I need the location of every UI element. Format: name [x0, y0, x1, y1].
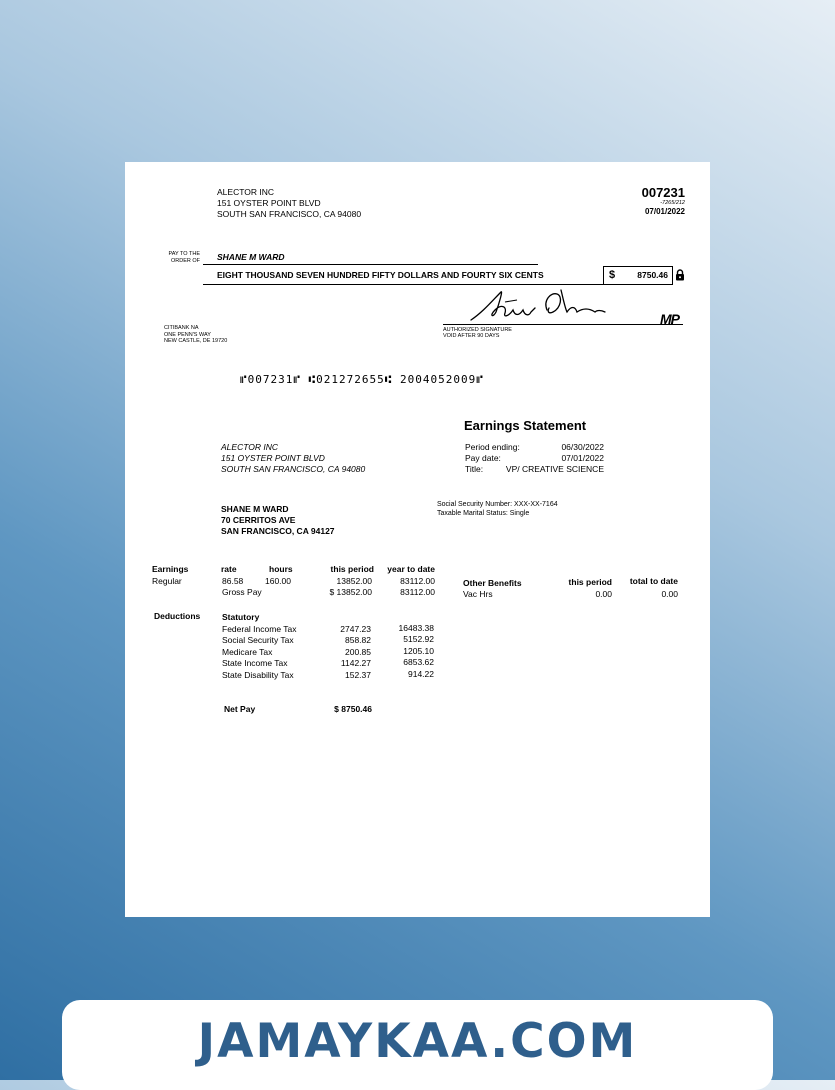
- deduction-this-period: 152.37: [345, 670, 371, 680]
- statement-company-address-1: 151 OYSTER POINT BLVD: [221, 453, 325, 463]
- brand-banner: [62, 1000, 773, 1090]
- payee-line: [203, 264, 538, 265]
- mp-logo: MP: [660, 311, 679, 327]
- benefit-label: Vac Hrs: [463, 589, 493, 599]
- pay-date-label: Pay date:: [465, 453, 501, 463]
- statement-title: Earnings Statement: [464, 418, 587, 433]
- gross-pay-label: Gross Pay: [222, 587, 262, 597]
- employee-address-2: SAN FRANCISCO, CA 94127: [221, 526, 335, 536]
- micr-line: ⑈007231⑈ ⑆021272655⑆ 2004052009⑈: [240, 373, 484, 386]
- check-number: 007231: [641, 185, 685, 200]
- this-period-header: this period: [330, 564, 374, 574]
- deduction-ytd: 5152.92: [403, 634, 434, 644]
- amount-words-line: [203, 284, 603, 285]
- period-ending-value: 06/30/2022: [561, 442, 604, 452]
- gross-pay-this-period: $ 13852.00: [329, 587, 372, 597]
- earnings-this-period: 13852.00: [336, 576, 372, 586]
- benefit-this-period: 0.00: [595, 589, 612, 599]
- currency-symbol: $: [609, 269, 616, 281]
- pay-to-label-line-2: ORDER OF: [170, 257, 200, 264]
- deduction-ytd: 16483.38: [398, 623, 434, 633]
- marital-status-line: Taxable Marital Status: Single: [437, 509, 530, 517]
- employee-name: SHANE M WARD: [221, 504, 289, 514]
- deduction-this-period: 1142.27: [340, 658, 371, 668]
- deduction-ytd: 6853.62: [403, 657, 434, 667]
- deduction-label: State Income Tax: [222, 658, 288, 668]
- gross-pay-ytd: 83112.00: [400, 587, 435, 597]
- check-date: 07/01/2022: [644, 207, 685, 216]
- lock-icon: [675, 269, 685, 281]
- benefit-ytd: 0.00: [661, 589, 678, 599]
- brand-watermark: JAMAYKAA.COM: [197, 1014, 638, 1069]
- bank-name: CITIBANK NA: [164, 325, 199, 331]
- pay-date-value: 07/01/2022: [561, 453, 604, 463]
- authorized-signature-label: AUTHORIZED SIGNATURE: [443, 327, 512, 333]
- pay-to-label-line-1: PAY TO THE: [168, 251, 200, 257]
- statement-company-address-2: SOUTH SAN FRANCISCO, CA 94080: [221, 464, 366, 474]
- bank-address-1: ONE PENN'S WAY: [164, 331, 211, 338]
- ytd-header: year to date: [387, 564, 435, 574]
- amount-in-words: EIGHT THOUSAND SEVEN HUNDRED FIFTY DOLLARS AND FOURTY SIX CENTS: [217, 270, 544, 280]
- rate-header: rate: [221, 564, 237, 574]
- signature-image: [465, 286, 610, 326]
- earnings-hours: 160.00: [265, 576, 291, 586]
- deduction-this-period: 2747.23: [340, 624, 371, 634]
- employee-address-1: 70 CERRITOS AVE: [221, 515, 296, 525]
- statement-company-name: ALECTOR INC: [221, 442, 278, 452]
- job-title-value: VP/ CREATIVE SCIENCE: [505, 464, 604, 474]
- pay-to-label: [169, 251, 201, 264]
- bank-address-2: NEW CASTLE, DE 19720: [164, 338, 228, 344]
- employee-block: [221, 504, 335, 537]
- amount-box: [603, 266, 673, 285]
- deduction-this-period: 858.82: [345, 635, 371, 645]
- void-notice: VOID AFTER 90 DAYS: [443, 333, 500, 339]
- tax-info-block: [437, 501, 558, 518]
- net-pay-value: $ 8750.46: [334, 704, 372, 714]
- benefits-this-period-header: this period: [568, 577, 612, 587]
- earnings-rate: 86.58: [222, 576, 244, 586]
- deduction-label: Medicare Tax: [222, 647, 273, 657]
- deduction-label: State Disability Tax: [222, 670, 294, 680]
- bank-block: [164, 325, 227, 345]
- company-address-2: SOUTH SAN FRANCISCO, CA 94080: [217, 209, 362, 219]
- signature-line: [443, 324, 683, 325]
- period-ending-label: Period ending:: [465, 442, 520, 452]
- deduction-ytd: 914.22: [408, 669, 434, 679]
- deduction-label: Social Security Tax: [222, 635, 294, 645]
- company-address-1: 151 OYSTER POINT BLVD: [217, 198, 321, 208]
- paycheck-document: [125, 162, 710, 917]
- company-name: ALECTOR INC: [217, 187, 274, 197]
- check-amount: 8750.46: [637, 270, 668, 280]
- statement-company-block: [221, 442, 365, 475]
- earnings-ytd: 83112.00: [400, 576, 435, 586]
- ssn-line: Social Security Number: XXX-XX-7164: [437, 501, 558, 508]
- earnings-label: Regular: [152, 576, 182, 586]
- company-block: [217, 187, 361, 220]
- other-benefits-header: Other Benefits: [463, 578, 522, 588]
- earnings-section-label: Earnings: [152, 564, 189, 574]
- deduction-ytd: 1205.10: [403, 646, 434, 656]
- hours-header: hours: [269, 564, 293, 574]
- payee-name: SHANE M WARD: [217, 252, 285, 262]
- title-label: Title:: [465, 464, 484, 474]
- statutory-subheader: Statutory: [222, 612, 260, 622]
- deductions-section-label: Deductions: [154, 611, 201, 621]
- deduction-this-period: 200.85: [345, 647, 371, 657]
- benefits-ytd-header: total to date: [629, 576, 678, 586]
- deduction-label: Federal Income Tax: [222, 624, 297, 634]
- routing-fraction: -7265/212: [660, 200, 685, 206]
- net-pay-label: Net Pay: [224, 704, 256, 714]
